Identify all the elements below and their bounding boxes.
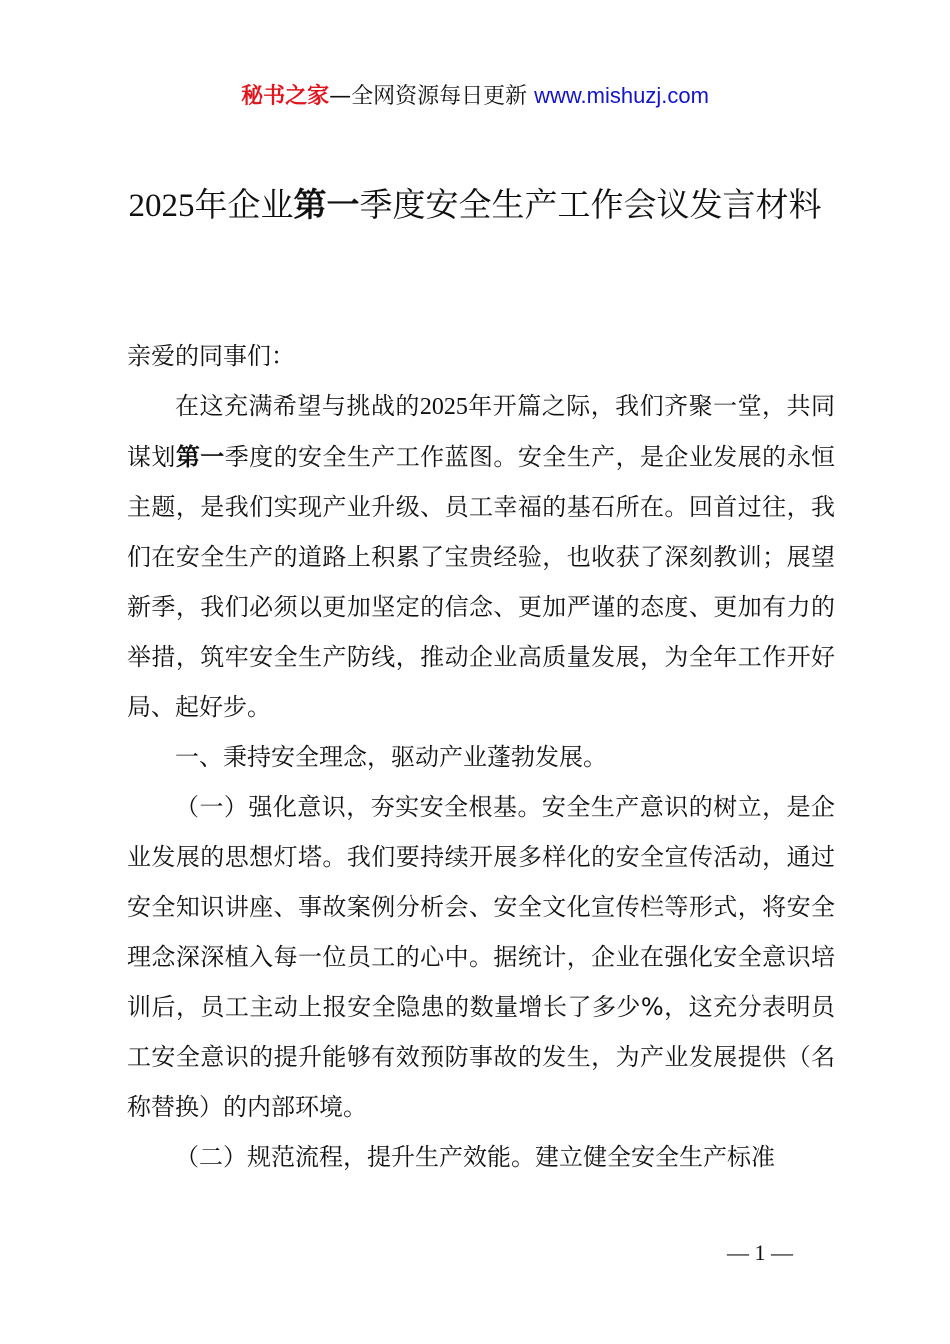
paragraph-process: （二）规范流程，提升生产效能。建立健全安全生产标准 [175,1143,775,1171]
document-title [100,180,850,231]
intro-year: 2025 [419,394,468,420]
greeting: 亲爱的同事们： [127,342,295,370]
intro-text-a: 在这充满希望与挑战的 [175,392,420,420]
document-body [127,331,835,1182]
intro-text-b: 年开篇之际，我们齐聚一堂，共同谋划 [127,392,836,471]
intro-bold: 第一 [175,443,225,471]
banner-tagline: —全网资源每日更新 [329,84,535,109]
paragraph-awareness: （一）强化意识，夯实安全根基。安全生产意识的树立，是企业发展的思想灯塔。我们要持续开展多样化的安全宣传活动，通过安全知识讲座、事故案例分析会、安全文化宣传栏等形式，将安全理念深深植入每一位员工的心中。据统计，企业在强化安全意识培训后，员工主动上报安全隐患的数量增长了多少%，这充分表明员工安全意识的提升能够有效预防事故的发生，为产业发展提供（名称替换）的内部环境。 [127,793,835,1121]
title-part-1: 年企业 [194,185,294,224]
title-part-2: 季度安全生产工作会议发言材料 [359,185,822,224]
site-banner [0,80,950,113]
page-number: — 1 — [727,1240,793,1265]
title-year: 2025 [128,188,195,224]
paragraph-intro [127,381,835,732]
title-bold: 第一 [293,185,360,224]
brand-name: 秘书之家 [241,84,330,109]
intro-text-c: 季度的安全生产工作蓝图。安全生产，是企业发展的永恒主题，是我们实现产业升级、员工幸福的基石所在。回首过往，我们在安全生产的道路上积累了宝贵经验，也收获了深刻教训；展望新季，我们必须以更加坚定的信念、更加严谨的态度、更加有力的举措，筑牢安全生产防线，推动企业高质量发展，为全年工作开好局、起好步。 [127,443,836,721]
website-link[interactable]: www.mishuzj.com [534,83,709,108]
section-heading-1: 一、秉持安全理念，驱动产业蓬勃发展。 [175,743,607,771]
